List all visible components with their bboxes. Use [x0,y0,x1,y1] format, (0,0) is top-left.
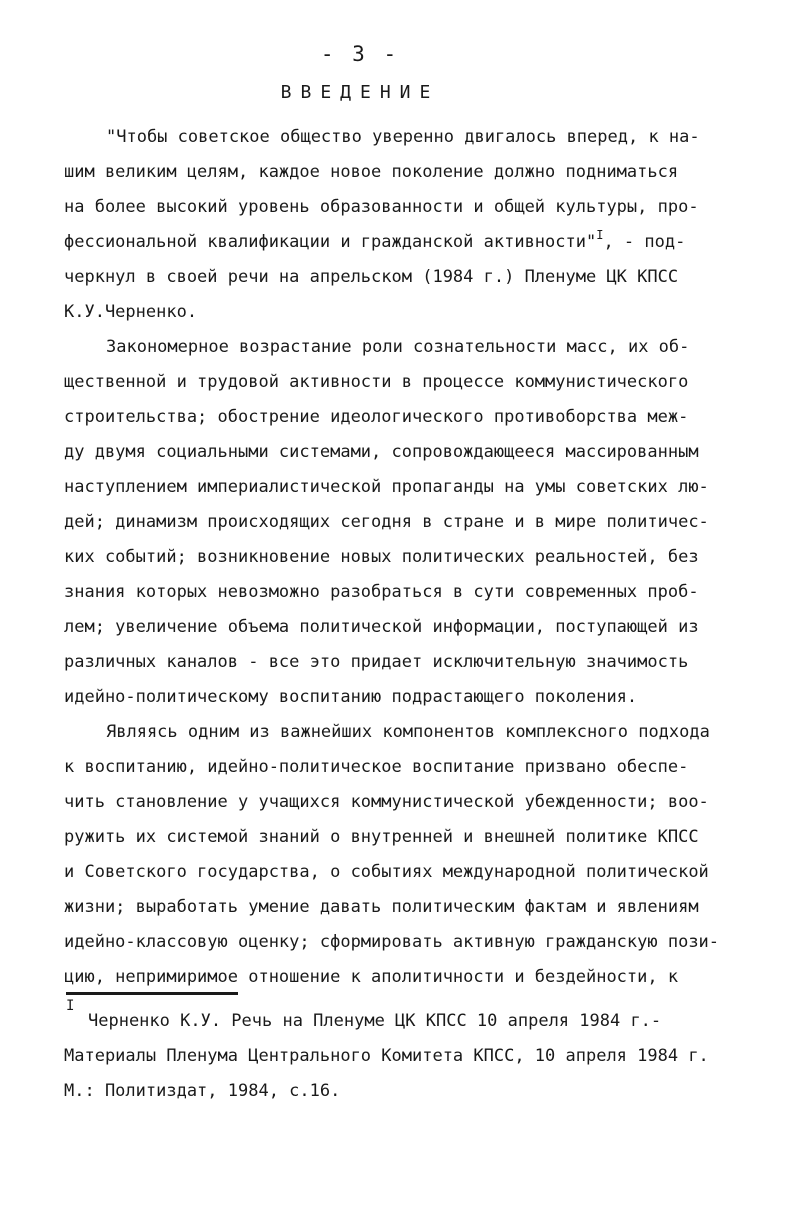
body-line: различных каналов - все это придает исключительную значимость [64,652,689,672]
body-line: ду двумя социальными системами, сопровождающееся массированным [64,442,699,462]
footnote-line: М.: Политиздат, 1984, с.16. [64,1081,341,1101]
body-line: Являясь одним из важнейших компонентов комплексного подхода [106,722,710,742]
body-line: "Чтобы советское общество уверенно двигалось вперед, к на- [106,127,700,147]
body-line: к воспитанию, идейно-политическое воспитание призвано обеспе- [64,757,689,777]
footnote-divider [66,992,238,995]
footnote-line: Черненко К.У. Речь на Пленуме ЦК КПСС 10 апреля 1984 г.- [88,1011,662,1031]
body-line: идейно-классовую оценку; сформировать активную гражданскую пози- [64,932,720,952]
body-line: лем; увеличение объема политической информации, поступающей из [64,617,699,637]
footnote-line: Материалы Пленума Центрального Комитета КПСС, 10 апреля 1984 г. [64,1046,709,1066]
page-number: - 3 - [320,42,400,66]
body-line: ружить их системой знаний о внутренней и внешней политике КПСС [64,827,699,847]
body-line: и Советского государства, о событиях международной политической [64,862,709,882]
body-line: строительства; обострение идеологического противоборства меж- [64,407,689,427]
body-line: шим великим целям, каждое новое поколение должно подниматься [64,162,679,182]
body-line: Закономерное возрастание роли сознательности масс, их об- [106,337,690,357]
body-line: черкнул в своей речи на апрельском (1984 г.) Пленуме ЦК КПСС [64,267,679,287]
body-line: чить становление у учащихся коммунистической убежденности; воо- [64,792,709,812]
body-line: на более высокий уровень образованности и общей культуры, про- [64,197,699,217]
body-line: знания которых невозможно разобраться в сути современных проб- [64,582,699,602]
body-line: ких событий; возникновение новых политических реальностей, без [64,547,699,567]
body-line: жизни; выработать умение давать политическим фактам и явлениям [64,897,699,917]
body-line-text: фессиональной квалификации и гражданской активности" [64,232,597,252]
body-line: щественной и трудовой активности в процессе коммунистического [64,372,689,392]
body-line-tail: , - под- [603,232,686,252]
body-line: цию, непримиримое отношение к аполитичности и бездейности, к [64,967,679,987]
section-title: ВВЕДЕНИЕ [280,82,440,103]
body-line: идейно-политическому воспитанию подрастающего поколения. [64,687,638,707]
footnote-reference: I [596,228,604,242]
body-line [64,229,685,255]
body-line: К.У.Черненко. [64,302,198,322]
body-line: наступлением империалистической пропаганды на умы советских лю- [64,477,709,497]
footnote-mark: I [66,998,75,1014]
body-line: дей; динамизм происходящих сегодня в стране и в мире политичес- [64,512,709,532]
